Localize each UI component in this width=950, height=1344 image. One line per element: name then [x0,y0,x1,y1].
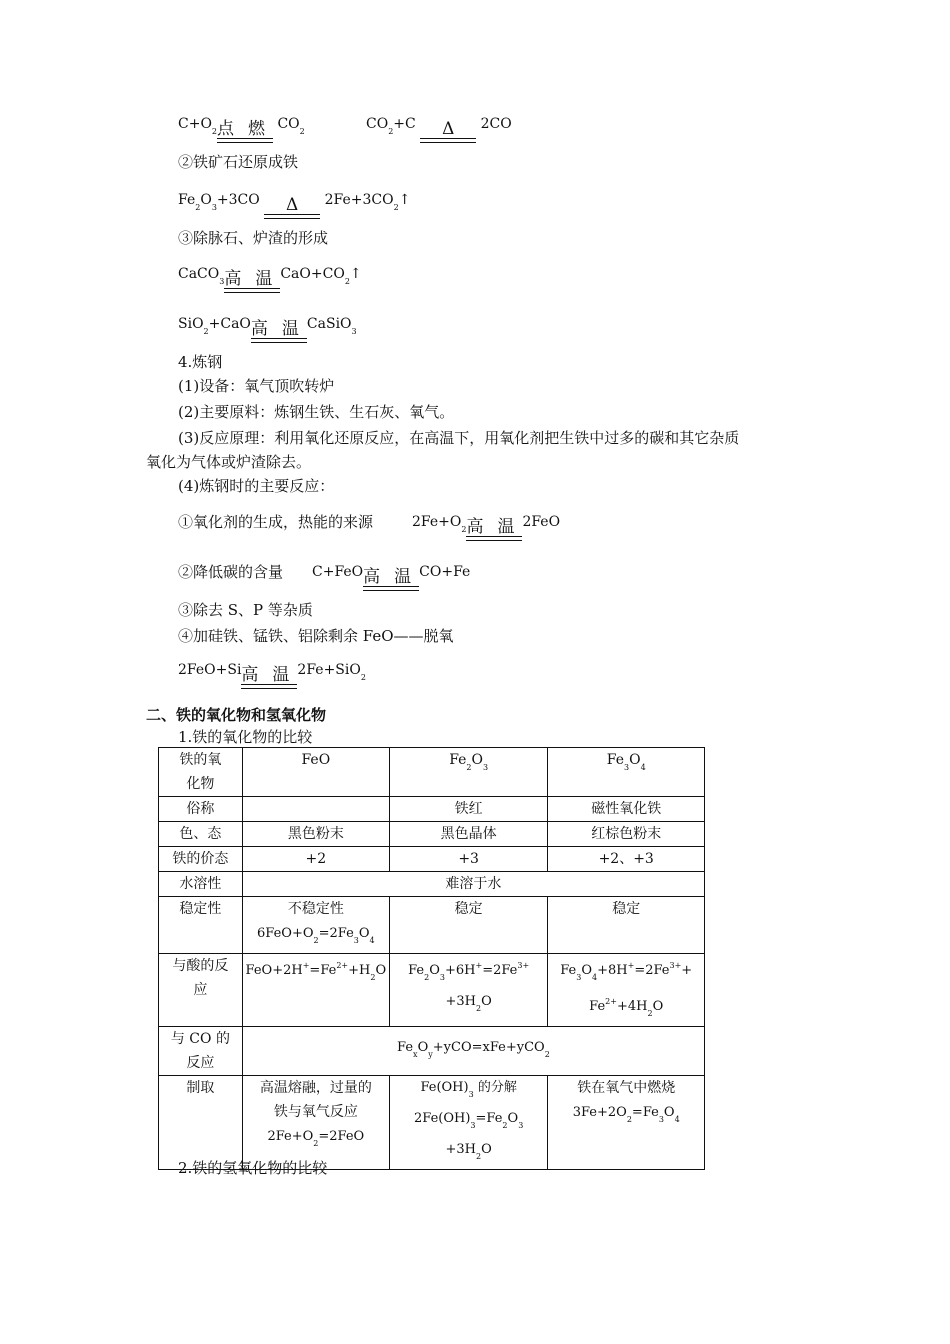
equation-fe2o3-co: $Fe_2O_3+3CO$ Δ $2Fe+3CO_2↑$ [178,190,410,220]
table-row [159,748,705,797]
condition-gaowen: 高温 [466,518,522,542]
table-cell: 高温熔融，过量的 铁与氧气反应 $2Fe+O_2=2FeO$ [242,1076,389,1170]
table-cell: 铁红 [389,797,548,822]
equation-sio2: SiO$_2$+CaO高温 CaSiO$_3$ [178,314,357,344]
table-row [159,872,705,897]
table-row [159,797,705,822]
table-cell: $Fe_3O_4$ [548,748,705,797]
table-cell: 铁的氧 化物 [159,748,243,797]
step-2: ②铁矿石还原成铁 [178,153,299,171]
table-row [159,1027,705,1076]
table-row [159,1076,705,1170]
table-row [159,822,705,847]
cell-text: 不稳定性 [287,901,344,917]
reaction-4: ④加硅铁、锰铁、铝除剩余 FeO——脱氧 [178,627,454,645]
table-cell: +2 [242,847,389,872]
table-cell: $FeO+2H^+=Fe^{2+}+H_2O$ [242,954,389,1027]
table-cell: 磁性氧化铁 [548,797,705,822]
condition-delta: Δ [264,196,320,220]
condition-gaowen: 高温 [363,568,419,592]
subheading-2: 2.铁的氢氧化物的比较 [178,1159,328,1177]
table-cell: $Fe_2O_3$ [389,748,548,797]
equation-caco3: CaCO$_3$高温 $CaO+CO_2↑$ [178,264,362,294]
reaction-2-equation: C+FeO高温 CO+Fe [312,562,470,592]
table-cell: 黑色粉末 [242,822,389,847]
table-cell: 与 CO 的 反应 [159,1027,243,1076]
table-cell: 俗称 [159,797,243,822]
condition-delta: Δ [420,120,476,144]
iron-oxide-table [158,747,705,1170]
equation-co2-c: $CO_2+C$ Δ 2CO [366,114,512,144]
section-4-3b: 氧化为气体或炉渣除去。 [146,453,312,471]
reaction-2-label: ②降低碳的含量 [178,563,284,581]
table-cell: 铁在氧气中燃烧 $3Fe+2O_2=Fe_3O_4$ [548,1076,705,1170]
table-cell: 水溶性 [159,872,243,897]
section-4-title: 4.炼钢 [178,353,223,371]
table-cell [242,797,389,822]
table-cell: $Fe_3O_4+8H^+=2Fe^{3+}+$ $Fe^{2+}+4H_2O$ [548,954,705,1027]
reaction-3: ③除去 S、P 等杂质 [178,601,313,619]
condition-gaowen: 高温 [241,666,297,690]
reaction-1-equation: $2Fe+O_2$高温 2FeO [412,512,560,542]
section-4-2: (2)主要原料：炼钢生铁、生石灰、氧气。 [178,403,455,421]
table-cell: 稳定 [389,897,548,954]
table-cell: FeO [242,748,389,797]
table-cell: $Fe_2O_3+6H^+=2Fe^{3+}$ $+3H_2O$ [389,954,548,1027]
condition-gaowen: 高温 [224,270,280,294]
section-4-4: (4)炼钢时的主要反应： [178,477,335,495]
table-cell: 不稳定性 $6FeO+O_2=2Fe_3O_4$ [242,897,389,954]
table-cell: 黑色晶体 [389,822,548,847]
table-cell: 制取 [159,1076,243,1170]
table-cell: 难溶于水 [242,872,704,897]
heading-2: 二、铁的氧化物和氢氧化物 [146,706,327,724]
step-3: ③除脉石、炉渣的形成 [178,229,329,247]
table-row [159,847,705,872]
table-cell: 稳定 [548,897,705,954]
table-cell: 与酸的反 应 [159,954,243,1027]
table-cell: 色、态 [159,822,243,847]
condition-dianran: 点燃 [217,120,273,144]
table-cell: 红棕色粉末 [548,822,705,847]
table-cell: $Fe(OH)_3$ 的分解 $2Fe(OH)_3=Fe_2O_3$ $+3H_2O$ [389,1076,548,1170]
section-4-1: (1)设备：氧气顶吹转炉 [178,377,335,395]
subheading-1: 1.铁的氧化物的比较 [178,728,313,746]
table-cell: $Fe_xO_y+yCO=xFe+yCO_2$ [242,1027,704,1076]
table-cell: 稳定性 [159,897,243,954]
reaction-4-equation: 2FeO+Si高温 2Fe+SiO$_2$ [178,660,366,690]
table-row [159,954,705,1027]
table-row [159,897,705,954]
reaction-1-label: ①氧化剂的生成，热能的来源 [178,513,374,531]
table-cell: +2、+3 [548,847,705,872]
condition-gaowen: 高温 [251,320,307,344]
section-4-3a: (3)反应原理：利用氧化还原反应，在高温下，用氧化剂把生铁中过多的碳和其它杂质 [178,429,740,447]
table-cell: +3 [389,847,548,872]
table-cell: 铁的价态 [159,847,243,872]
equation-c-o2: $C+O_2$点燃 $CO_2$ [178,114,305,144]
